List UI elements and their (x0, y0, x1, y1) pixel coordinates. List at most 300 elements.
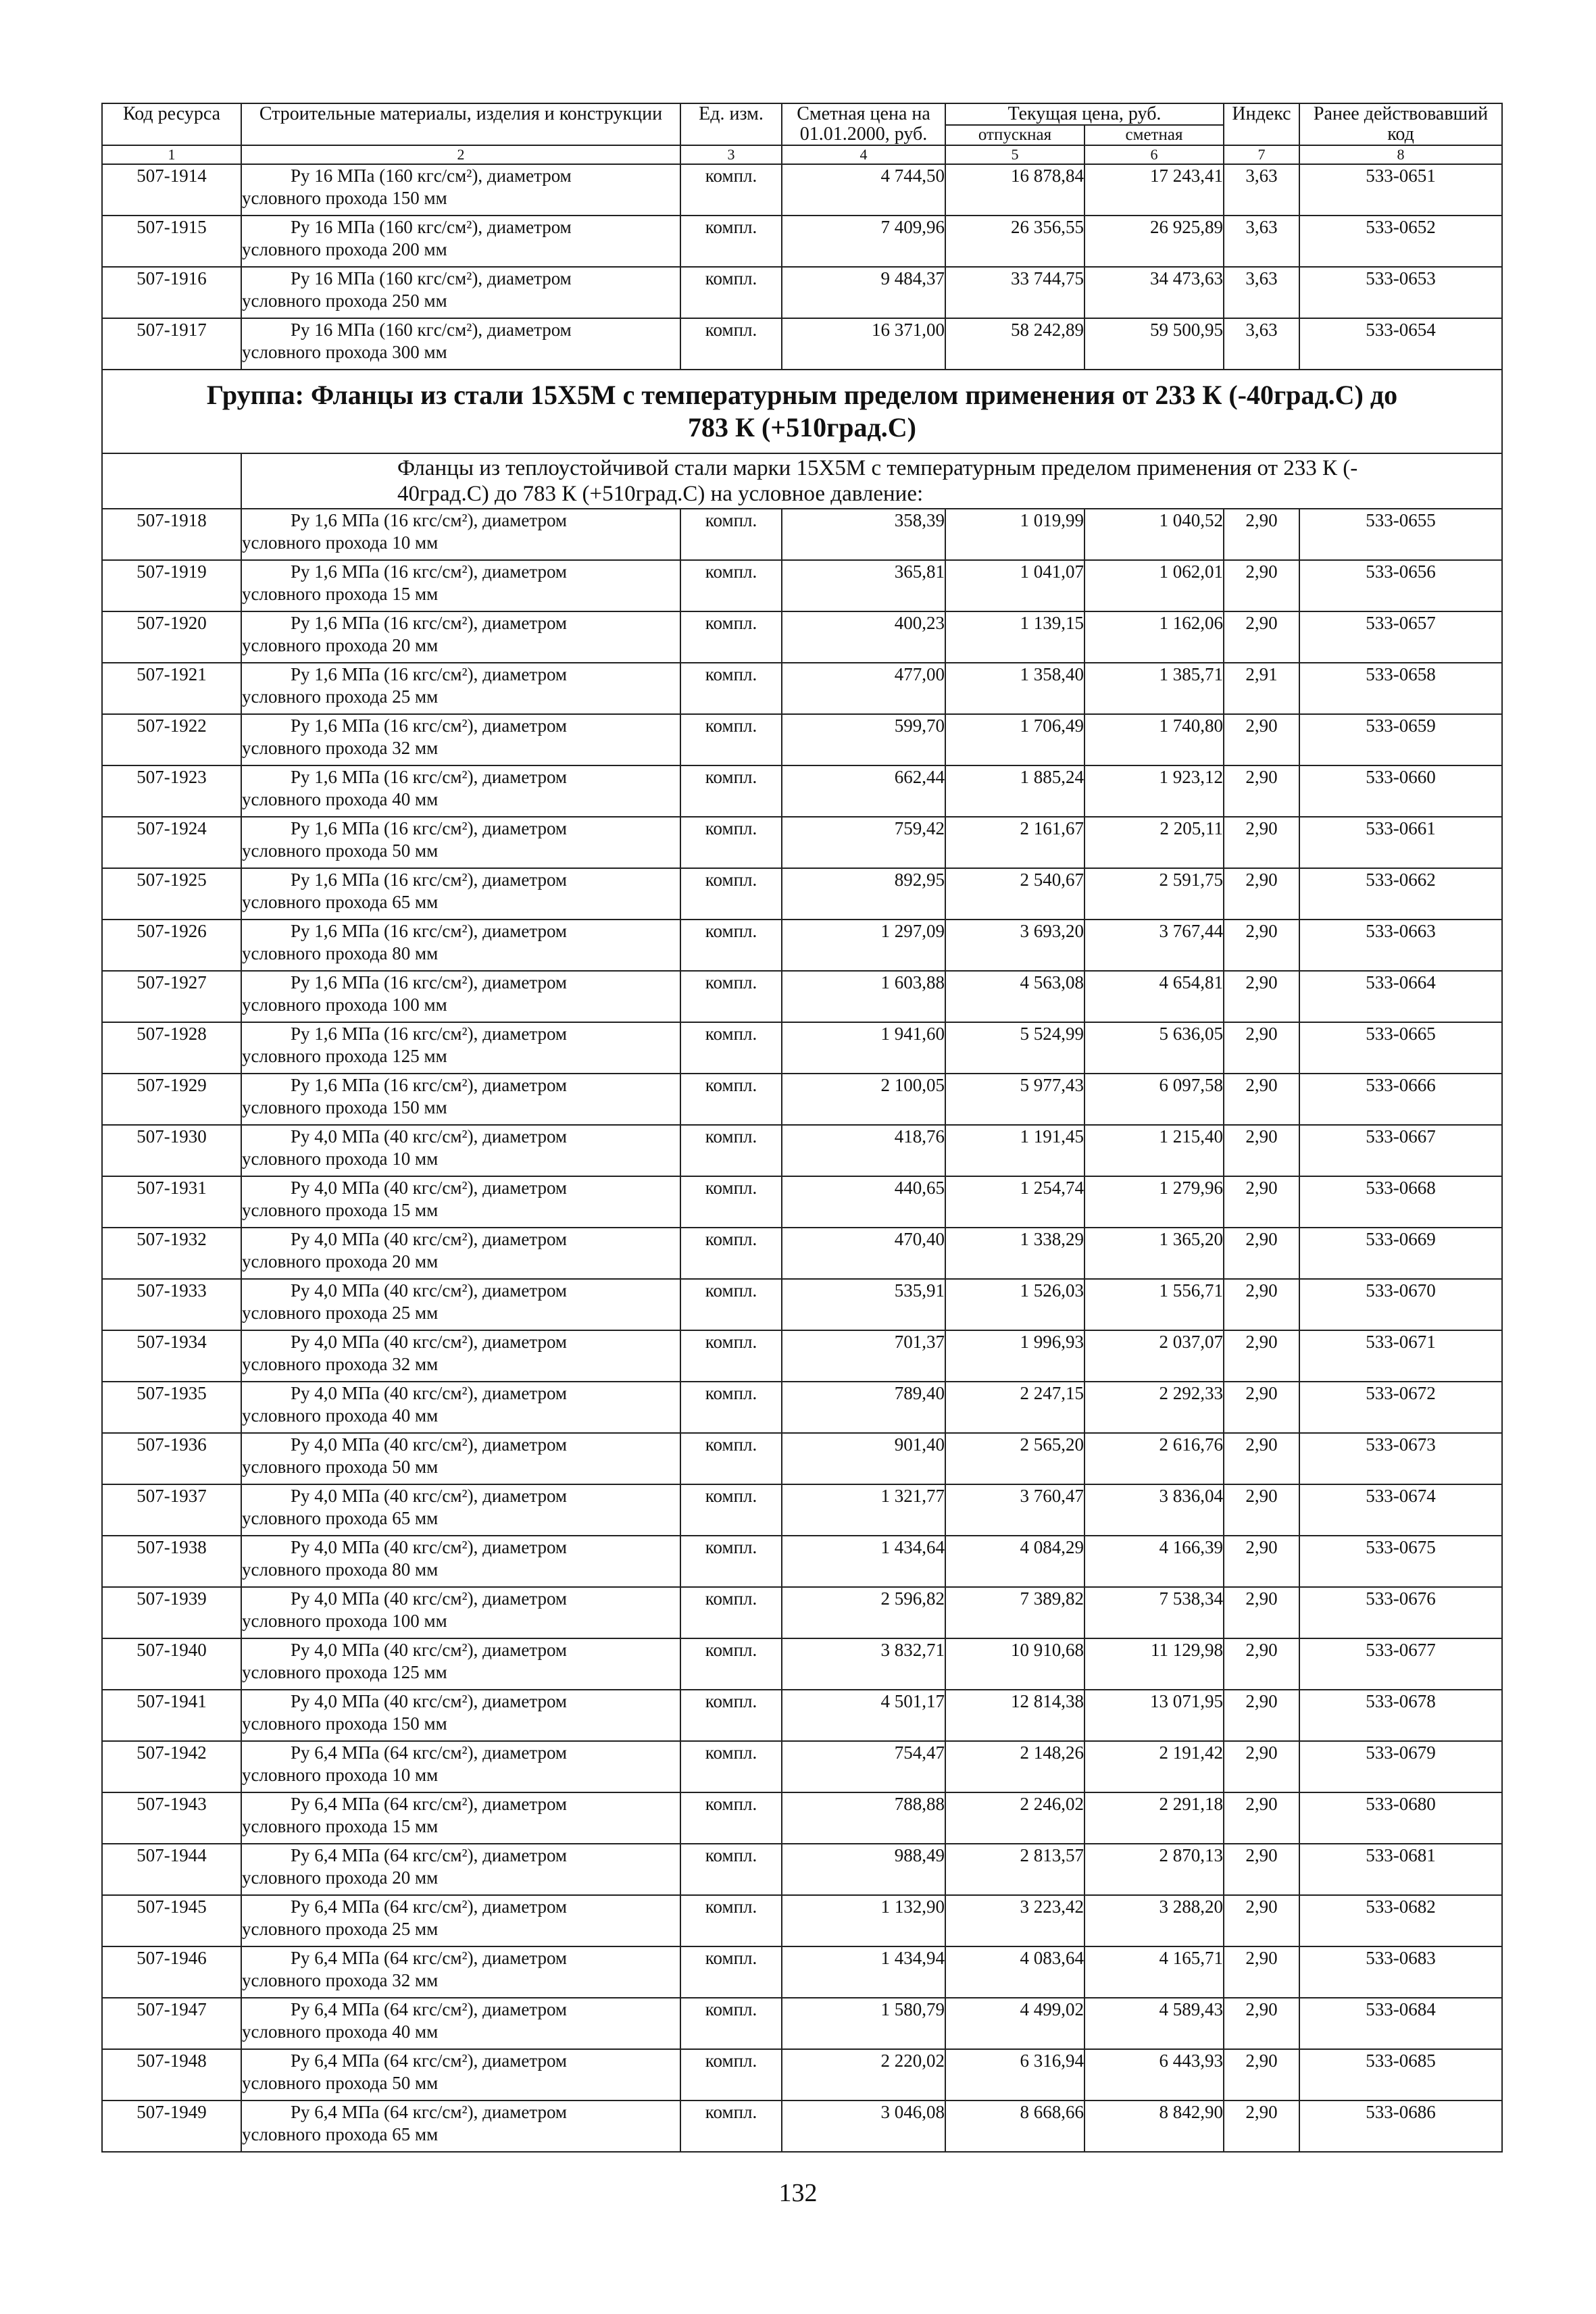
table-row (102, 817, 1502, 868)
material-description (241, 663, 680, 714)
group-heading (102, 370, 1502, 453)
previous-code: 533-0677 (1299, 1638, 1502, 1690)
header-release-price: отпускная (945, 125, 1084, 145)
table-row (102, 1074, 1502, 1125)
material-description (241, 714, 680, 765)
base-price: 1 297,09 (782, 920, 945, 971)
table-row (102, 1382, 1502, 1433)
subgroup-heading-line2: 40град.С) до 783 К (+510град.С) на условное давление: (397, 482, 924, 506)
release-price: 1 191,45 (945, 1125, 1084, 1176)
estimate-price: 6 443,93 (1084, 2049, 1224, 2101)
description-line2: условного прохода 40 мм (242, 1405, 439, 1426)
header-current-price: Текущая цена, руб. (945, 103, 1224, 125)
price-index: 2,90 (1224, 868, 1299, 920)
price-index: 2,90 (1224, 1176, 1299, 1228)
subgroup-heading (241, 453, 1502, 509)
estimate-price: 26 925,89 (1084, 216, 1224, 267)
description-line2: условного прохода 65 мм (242, 1508, 439, 1528)
unit: компл. (680, 2101, 782, 2152)
material-description (241, 920, 680, 971)
resource-code: 507-1918 (102, 509, 241, 560)
description-line1: Ру 1,6 МПа (16 кгс/см²), диаметром (291, 921, 568, 941)
description-line1: Ру 1,6 МПа (16 кгс/см²), диаметром (291, 767, 568, 787)
previous-code: 533-0665 (1299, 1022, 1502, 1074)
estimate-price: 2 205,11 (1084, 817, 1224, 868)
table-row (102, 1792, 1502, 1844)
unit: компл. (680, 1998, 782, 2049)
release-price: 1 996,93 (945, 1330, 1084, 1382)
release-price: 6 316,94 (945, 2049, 1084, 2101)
table-row (102, 1484, 1502, 1536)
resource-code: 507-1946 (102, 1946, 241, 1998)
description-line1: Ру 1,6 МПа (16 кгс/см²), диаметром (291, 715, 568, 736)
price-index: 2,90 (1224, 1125, 1299, 1176)
release-price: 4 499,02 (945, 1998, 1084, 2049)
material-description (241, 560, 680, 611)
price-index: 2,90 (1224, 1946, 1299, 1998)
description-line1: Ру 16 МПа (160 кгс/см²), диаметром (291, 320, 572, 340)
previous-code: 533-0655 (1299, 509, 1502, 560)
table-row (102, 2049, 1502, 2101)
description-line2: условного прохода 40 мм (242, 789, 439, 809)
price-sheet (101, 103, 1501, 2153)
previous-code: 533-0667 (1299, 1125, 1502, 1176)
release-price: 8 668,66 (945, 2101, 1084, 2152)
base-price: 599,70 (782, 714, 945, 765)
price-index: 3,63 (1224, 164, 1299, 216)
price-index: 3,63 (1224, 267, 1299, 318)
release-price: 1 526,03 (945, 1279, 1084, 1330)
previous-code: 533-0673 (1299, 1433, 1502, 1484)
description-line2: условного прохода 125 мм (242, 1662, 447, 1682)
description-line2: условного прохода 150 мм (242, 1713, 447, 1734)
resource-code: 507-1932 (102, 1228, 241, 1279)
resource-code: 507-1919 (102, 560, 241, 611)
release-price: 2 161,67 (945, 817, 1084, 868)
price-index: 2,90 (1224, 2049, 1299, 2101)
release-price: 5 977,43 (945, 1074, 1084, 1125)
material-description (241, 817, 680, 868)
unit: компл. (680, 1536, 782, 1587)
unit: компл. (680, 2049, 782, 2101)
estimate-price: 13 071,95 (1084, 1690, 1224, 1741)
description-line1: Ру 6,4 МПа (64 кгс/см²), диаметром (291, 1896, 568, 1917)
description-line2: условного прохода 150 мм (242, 188, 447, 208)
estimate-price: 1 279,96 (1084, 1176, 1224, 1228)
unit: компл. (680, 1587, 782, 1638)
release-price: 16 878,84 (945, 164, 1084, 216)
resource-code: 507-1936 (102, 1433, 241, 1484)
description-line2: условного прохода 25 мм (242, 686, 439, 707)
material-description (241, 971, 680, 1022)
material-description (241, 2101, 680, 2152)
description-line2: условного прохода 200 мм (242, 239, 447, 259)
table-row (102, 1998, 1502, 2049)
release-price: 2 148,26 (945, 1741, 1084, 1792)
previous-code: 533-0669 (1299, 1228, 1502, 1279)
column-number: 4 (782, 145, 945, 164)
estimate-price: 4 654,81 (1084, 971, 1224, 1022)
unit: компл. (680, 1433, 782, 1484)
material-description (241, 1228, 680, 1279)
description-line2: условного прохода 300 мм (242, 342, 447, 362)
table-row (102, 1690, 1502, 1741)
description-line2: условного прохода 32 мм (242, 1354, 439, 1374)
unit: компл. (680, 1330, 782, 1382)
table-row (102, 663, 1502, 714)
header-row (102, 103, 1502, 125)
description-line1: Ру 16 МПа (160 кгс/см²), диаметром (291, 268, 572, 288)
material-description (241, 611, 680, 663)
release-price: 2 813,57 (945, 1844, 1084, 1895)
previous-code: 533-0653 (1299, 267, 1502, 318)
base-price: 759,42 (782, 817, 945, 868)
description-line2: условного прохода 80 мм (242, 943, 439, 963)
base-price: 662,44 (782, 765, 945, 817)
description-line1: Ру 6,4 МПа (64 кгс/см²), диаметром (291, 2102, 568, 2122)
base-price: 2 220,02 (782, 2049, 945, 2101)
previous-code: 533-0658 (1299, 663, 1502, 714)
unit: компл. (680, 1279, 782, 1330)
resource-code: 507-1931 (102, 1176, 241, 1228)
estimate-price: 2 616,76 (1084, 1433, 1224, 1484)
material-description (241, 1176, 680, 1228)
release-price: 4 563,08 (945, 971, 1084, 1022)
description-line1: Ру 1,6 МПа (16 кгс/см²), диаметром (291, 870, 568, 890)
resource-code: 507-1935 (102, 1382, 241, 1433)
table-row (102, 920, 1502, 971)
description-line2: условного прохода 100 мм (242, 1611, 447, 1631)
description-line1: Ру 6,4 МПа (64 кгс/см²), диаметром (291, 1948, 568, 1968)
material-description (241, 1536, 680, 1587)
base-price: 1 603,88 (782, 971, 945, 1022)
description-line1: Ру 4,0 МПа (40 кгс/см²), диаметром (291, 1640, 568, 1660)
material-description (241, 868, 680, 920)
table-row (102, 1536, 1502, 1587)
release-price: 12 814,38 (945, 1690, 1084, 1741)
description-line1: Ру 6,4 МПа (64 кгс/см²), диаметром (291, 1742, 568, 1763)
description-line1: Ру 4,0 МПа (40 кгс/см²), диаметром (291, 1486, 568, 1506)
release-price: 1 358,40 (945, 663, 1084, 714)
group-heading-line1: Группа: Фланцы из стали 15Х5М с температурным пределом применения от 233 К (-40град.С) до (206, 380, 1398, 410)
price-index: 3,63 (1224, 216, 1299, 267)
table-row (102, 868, 1502, 920)
description-line1: Ру 4,0 МПа (40 кгс/см²), диаметром (291, 1588, 568, 1609)
description-line2: условного прохода 32 мм (242, 738, 439, 758)
description-line2: условного прохода 25 мм (242, 1919, 439, 1939)
estimate-price: 2 292,33 (1084, 1382, 1224, 1433)
resource-code: 507-1916 (102, 267, 241, 318)
resource-code: 507-1926 (102, 920, 241, 971)
price-index: 3,63 (1224, 318, 1299, 370)
previous-code: 533-0679 (1299, 1741, 1502, 1792)
resource-code: 507-1922 (102, 714, 241, 765)
table-row (102, 1895, 1502, 1946)
subgroup-heading-line1: Фланцы из теплоустойчивой стали марки 15Х5М с температурным пределом применения от 233 К (- (397, 456, 1358, 480)
price-index: 2,90 (1224, 817, 1299, 868)
base-price: 1 941,60 (782, 1022, 945, 1074)
price-index: 2,90 (1224, 1536, 1299, 1587)
material-description (241, 164, 680, 216)
description-line1: Ру 4,0 МПа (40 кгс/см²), диаметром (291, 1332, 568, 1352)
column-number: 5 (945, 145, 1084, 164)
description-line1: Ру 4,0 МПа (40 кгс/см²), диаметром (291, 1126, 568, 1147)
unit: компл. (680, 267, 782, 318)
table-row (102, 971, 1502, 1022)
table-row (102, 560, 1502, 611)
resource-code: 507-1915 (102, 216, 241, 267)
resource-code: 507-1929 (102, 1074, 241, 1125)
group-heading-line2: 783 К (+510град.С) (688, 412, 916, 443)
unit: компл. (680, 1844, 782, 1895)
release-price: 1 706,49 (945, 714, 1084, 765)
description-line1: Ру 6,4 МПа (64 кгс/см²), диаметром (291, 1999, 568, 2019)
price-index: 2,90 (1224, 560, 1299, 611)
description-line1: Ру 1,6 МПа (16 кгс/см²), диаметром (291, 510, 568, 530)
base-price: 418,76 (782, 1125, 945, 1176)
resource-code: 507-1937 (102, 1484, 241, 1536)
base-price: 988,49 (782, 1844, 945, 1895)
estimate-price: 4 166,39 (1084, 1536, 1224, 1587)
description-line2: условного прохода 10 мм (242, 1149, 439, 1169)
description-line1: Ру 6,4 МПа (64 кгс/см²), диаметром (291, 2051, 568, 2071)
description-line2: условного прохода 25 мм (242, 1303, 439, 1323)
unit: компл. (680, 1074, 782, 1125)
column-number: 1 (102, 145, 241, 164)
previous-code: 533-0683 (1299, 1946, 1502, 1998)
unit: компл. (680, 920, 782, 971)
release-price: 3 760,47 (945, 1484, 1084, 1536)
price-index: 2,90 (1224, 1022, 1299, 1074)
previous-code: 533-0664 (1299, 971, 1502, 1022)
material-description (241, 1998, 680, 2049)
resource-code: 507-1949 (102, 2101, 241, 2152)
table-row (102, 1587, 1502, 1638)
material-description (241, 1638, 680, 1690)
material-description (241, 1690, 680, 1741)
unit: компл. (680, 1741, 782, 1792)
previous-code: 533-0651 (1299, 164, 1502, 216)
top-rows (102, 164, 1502, 370)
price-index: 2,90 (1224, 1279, 1299, 1330)
column-number: 2 (241, 145, 680, 164)
estimate-price: 7 538,34 (1084, 1587, 1224, 1638)
price-index: 2,90 (1224, 509, 1299, 560)
release-price: 7 389,82 (945, 1587, 1084, 1638)
description-line1: Ру 1,6 МПа (16 кгс/см²), диаметром (291, 664, 568, 684)
unit: компл. (680, 1484, 782, 1536)
resource-code: 507-1934 (102, 1330, 241, 1382)
table-row (102, 2101, 1502, 2152)
page-number: 132 (778, 2179, 818, 2207)
previous-code: 533-0678 (1299, 1690, 1502, 1741)
base-price: 1 580,79 (782, 1998, 945, 2049)
description-line1: Ру 1,6 МПа (16 кгс/см²), диаметром (291, 561, 568, 582)
description-line2: условного прохода 15 мм (242, 1816, 439, 1836)
description-line1: Ру 6,4 МПа (64 кгс/см²), диаметром (291, 1845, 568, 1865)
description-line2: условного прохода 100 мм (242, 995, 447, 1015)
material-description (241, 216, 680, 267)
release-price: 2 246,02 (945, 1792, 1084, 1844)
description-line1: Ру 4,0 МПа (40 кгс/см²), диаметром (291, 1178, 568, 1198)
price-index: 2,90 (1224, 1895, 1299, 1946)
resource-code: 507-1938 (102, 1536, 241, 1587)
previous-code: 533-0685 (1299, 2049, 1502, 2101)
estimate-price: 4 165,71 (1084, 1946, 1224, 1998)
table-row (102, 1330, 1502, 1382)
main-rows (102, 509, 1502, 2152)
previous-code: 533-0670 (1299, 1279, 1502, 1330)
table-row (102, 611, 1502, 663)
price-index: 2,90 (1224, 1382, 1299, 1433)
material-description (241, 1433, 680, 1484)
resource-code: 507-1924 (102, 817, 241, 868)
description-line1: Ру 4,0 МПа (40 кгс/см²), диаметром (291, 1383, 568, 1403)
estimate-price: 3 767,44 (1084, 920, 1224, 971)
resource-code: 507-1943 (102, 1792, 241, 1844)
table-row (102, 1844, 1502, 1895)
base-price: 788,88 (782, 1792, 945, 1844)
unit: компл. (680, 1895, 782, 1946)
price-index: 2,90 (1224, 1690, 1299, 1741)
description-line2: условного прохода 125 мм (242, 1046, 447, 1066)
previous-code: 533-0668 (1299, 1176, 1502, 1228)
unit: компл. (680, 663, 782, 714)
description-line1: Ру 1,6 МПа (16 кгс/см²), диаметром (291, 1024, 568, 1044)
unit: компл. (680, 318, 782, 370)
description-line2: условного прохода 65 мм (242, 2124, 439, 2144)
base-price: 477,00 (782, 663, 945, 714)
material-description (241, 318, 680, 370)
header-base-price: Сметная цена на 01.01.2000, руб. (782, 103, 945, 145)
table-row (102, 216, 1502, 267)
resource-code: 507-1920 (102, 611, 241, 663)
material-description (241, 2049, 680, 2101)
price-index: 2,90 (1224, 1638, 1299, 1690)
release-price: 4 084,29 (945, 1536, 1084, 1587)
description-line2: условного прохода 32 мм (242, 1970, 439, 1990)
previous-code: 533-0654 (1299, 318, 1502, 370)
base-price: 400,23 (782, 611, 945, 663)
previous-code: 533-0657 (1299, 611, 1502, 663)
price-index: 2,90 (1224, 1433, 1299, 1484)
estimate-price: 1 162,06 (1084, 611, 1224, 663)
estimate-price: 34 473,63 (1084, 267, 1224, 318)
base-price: 16 371,00 (782, 318, 945, 370)
price-index: 2,90 (1224, 1228, 1299, 1279)
previous-code: 533-0660 (1299, 765, 1502, 817)
unit: компл. (680, 1125, 782, 1176)
release-price: 2 540,67 (945, 868, 1084, 920)
column-number: 3 (680, 145, 782, 164)
column-number: 7 (1224, 145, 1299, 164)
unit: компл. (680, 765, 782, 817)
description-line2: условного прохода 15 мм (242, 584, 439, 604)
base-price: 1 321,77 (782, 1484, 945, 1536)
resource-code: 507-1914 (102, 164, 241, 216)
price-index: 2,90 (1224, 1792, 1299, 1844)
release-price: 2 247,15 (945, 1382, 1084, 1433)
estimate-price: 2 291,18 (1084, 1792, 1224, 1844)
description-line1: Ру 1,6 МПа (16 кгс/см²), диаметром (291, 972, 568, 992)
description-line2: условного прохода 65 мм (242, 892, 439, 912)
column-numbers-row (102, 145, 1502, 164)
previous-code: 533-0674 (1299, 1484, 1502, 1536)
material-description (241, 1382, 680, 1433)
estimate-price: 2 591,75 (1084, 868, 1224, 920)
table-row (102, 267, 1502, 318)
header-code: Код ресурса (102, 103, 241, 145)
base-price: 1 434,94 (782, 1946, 945, 1998)
previous-code: 533-0652 (1299, 216, 1502, 267)
estimate-price: 59 500,95 (1084, 318, 1224, 370)
release-price: 5 524,99 (945, 1022, 1084, 1074)
previous-code: 533-0680 (1299, 1792, 1502, 1844)
unit: компл. (680, 1690, 782, 1741)
description-line2: условного прохода 20 мм (242, 1867, 439, 1888)
price-index: 2,90 (1224, 1587, 1299, 1638)
estimate-price: 6 097,58 (1084, 1074, 1224, 1125)
release-price: 2 565,20 (945, 1433, 1084, 1484)
resource-code: 507-1923 (102, 765, 241, 817)
table-row (102, 1279, 1502, 1330)
description-line2: условного прохода 20 мм (242, 635, 439, 655)
unit: компл. (680, 714, 782, 765)
material-description (241, 765, 680, 817)
description-line1: Ру 4,0 МПа (40 кгс/см²), диаметром (291, 1537, 568, 1557)
estimate-price: 2 191,42 (1084, 1741, 1224, 1792)
estimate-price: 3 836,04 (1084, 1484, 1224, 1536)
table-row (102, 1946, 1502, 1998)
estimate-price: 2 037,07 (1084, 1330, 1224, 1382)
estimate-price: 11 129,98 (1084, 1638, 1224, 1690)
base-price: 9 484,37 (782, 267, 945, 318)
base-price: 440,65 (782, 1176, 945, 1228)
table-row (102, 1638, 1502, 1690)
base-price: 1 434,64 (782, 1536, 945, 1587)
description-line1: Ру 6,4 МПа (64 кгс/см²), диаметром (291, 1794, 568, 1814)
estimate-price: 1 740,80 (1084, 714, 1224, 765)
unit: компл. (680, 164, 782, 216)
base-price: 7 409,96 (782, 216, 945, 267)
header-index: Индекс (1224, 103, 1299, 145)
table-row (102, 318, 1502, 370)
estimate-price: 2 870,13 (1084, 1844, 1224, 1895)
price-index: 2,90 (1224, 765, 1299, 817)
release-price: 4 083,64 (945, 1946, 1084, 1998)
price-index: 2,90 (1224, 971, 1299, 1022)
base-price: 470,40 (782, 1228, 945, 1279)
description-line1: Ру 4,0 МПа (40 кгс/см²), диаметром (291, 1229, 568, 1249)
table-row (102, 1176, 1502, 1228)
table-row (102, 1022, 1502, 1074)
release-price: 1 885,24 (945, 765, 1084, 817)
previous-code: 533-0672 (1299, 1382, 1502, 1433)
column-number: 8 (1299, 145, 1502, 164)
description-line2: условного прохода 40 мм (242, 2021, 439, 2042)
base-price: 789,40 (782, 1382, 945, 1433)
price-index: 2,90 (1224, 1074, 1299, 1125)
material-description (241, 509, 680, 560)
unit: компл. (680, 216, 782, 267)
unit: компл. (680, 868, 782, 920)
resource-code: 507-1945 (102, 1895, 241, 1946)
description-line2: условного прохода 20 мм (242, 1251, 439, 1272)
base-price: 701,37 (782, 1330, 945, 1382)
table-row (102, 164, 1502, 216)
material-description (241, 1844, 680, 1895)
description-line1: Ру 16 МПа (160 кгс/см²), диаметром (291, 166, 572, 186)
